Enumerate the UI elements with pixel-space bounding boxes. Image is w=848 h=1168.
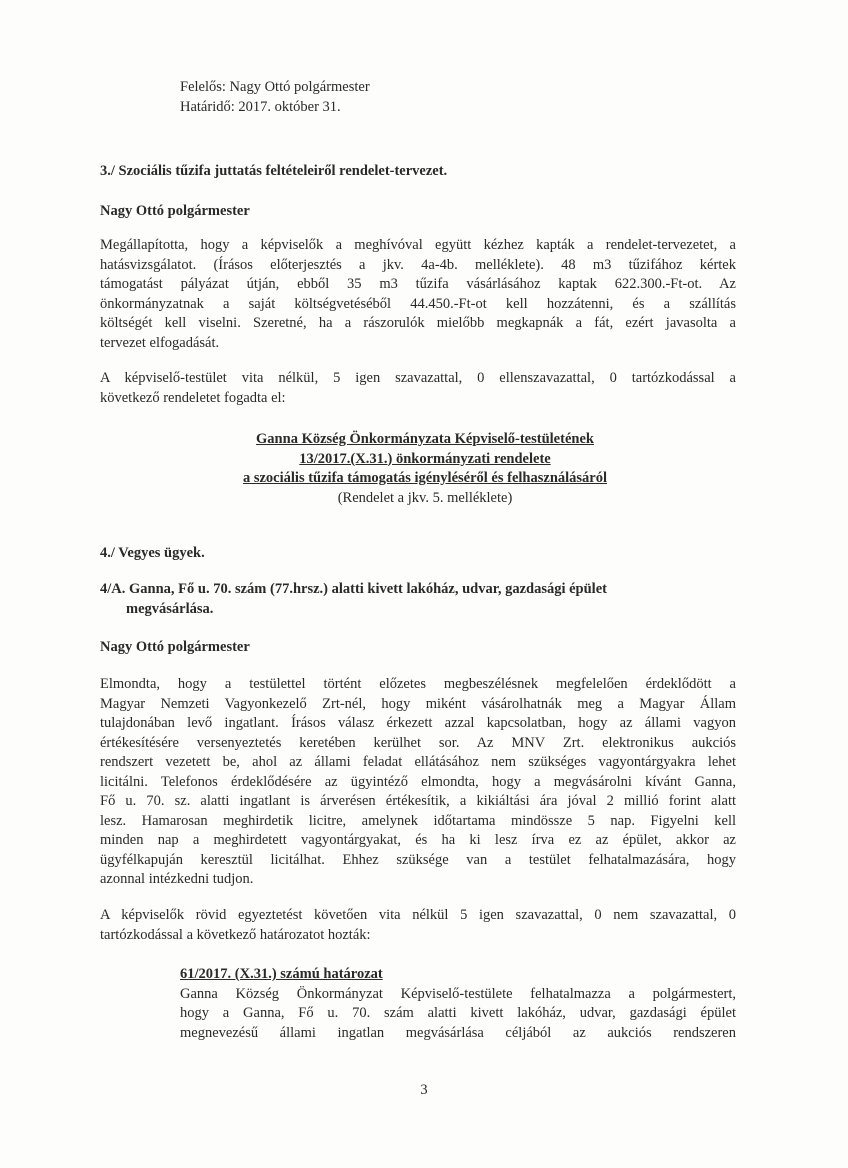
resolution-line: megnevezésű állami ingatlan megvásárlása céljából az aukciós rendszeren — [180, 1024, 736, 1041]
deadline-line: Határidő: 2017. október 31. — [180, 98, 341, 115]
resolution-block — [180, 965, 736, 1043]
decree-annex-note: (Rendelet a jkv. 5. melléklete) — [337, 489, 513, 506]
paragraph-line: támogatást pályázat útján, ebből 35 m3 tűzifa vásárlásához kaptak 622.300.-Ft-ot. Az — [100, 276, 736, 292]
section-4a-heading — [100, 580, 736, 619]
decree-block — [160, 430, 690, 508]
paragraph-line: minden nap a meghirdetett vagyontárgyakat, és ha ki lesz írva ez az épület, akkor az — [100, 832, 736, 848]
paragraph-line: Elmondta, hogy a testülettel történt előzetes megbeszélésnek megfelelően érdeklődött a — [100, 676, 736, 692]
resolution-title: 61/2017. (X.31.) számú határozat — [180, 966, 383, 982]
paragraph-line: értékesítésére versenyeztetés keretében kerülhet sor. Az MNV Zrt. elektronikus aukciós — [100, 734, 736, 751]
paragraph-line: Magyar Nemzeti Vagyonkezelő Zrt-nél, hogy miként vásárolhatnák meg a Magyar Állam — [100, 695, 736, 712]
decree-title-line-3: a szociális tűzifa támogatás igényléséről és felhasználásáról — [242, 470, 608, 486]
responsible-block — [180, 78, 580, 117]
section-4-vote — [100, 906, 736, 945]
section-4-speaker: Nagy Ottó polgármester — [100, 639, 250, 655]
responsible-line: Felelős: Nagy Ottó polgármester — [180, 79, 370, 95]
section-4-heading: 4./ Vegyes ügyek. — [100, 545, 205, 561]
paragraph-line: önkormányzatnak a saját költségvetéséből 44.450.-Ft-ot kell hozzátenni, és a szállítás — [100, 295, 736, 312]
section-3-speaker: Nagy Ottó polgármester — [100, 203, 250, 219]
vote-line: következő rendeletet fogadta el: — [100, 389, 286, 406]
paragraph-line: tulajdonában levő ingatlant. Írásos válasz érkezett azzal kapcsolatban, hogy az állami vagyon — [100, 715, 736, 731]
vote-line: A képviselők rövid egyeztetést követően vita nélkül 5 igen szavazattal, 0 nem szavazattal, 0 — [100, 907, 736, 923]
decree-title-line-2: 13/2017.(X.31.) önkormányzati rendelete — [299, 450, 551, 467]
section-3-heading: 3./ Szociális tűzifa juttatás feltételeiről rendelet-tervezet. — [100, 163, 448, 179]
section-4a-heading-line-1: 4/A. Ganna, Fő u. 70. szám (77.hrsz.) alatti kivett lakóház, udvar, gazdasági épület — [100, 581, 607, 597]
paragraph-line: licitálni. Telefonos érdeklődésére az ügyintéző elmondta, hogy a megvásárolni kívánt Ganna, — [100, 773, 736, 790]
vote-line: tartózkodással a következő határozatot hozták: — [100, 926, 371, 943]
paragraph-line: Fő u. 70. sz. alatti ingatlant is árverésen értékesítik, a kikiáltási ára jóval 2 millió forint alatt — [100, 793, 736, 809]
section-3-vote — [100, 369, 736, 408]
paragraph-line: Megállapította, hogy a képviselők a meghívóval együtt kézhez kapták a rendelet-tervezetet, a — [100, 237, 736, 253]
section-3-paragraph — [100, 236, 736, 353]
paragraph-line: költségét kell viselni. Szeretné, ha a rászorulók mielőbb megkapnák a fát, ezért javasolta a — [100, 315, 736, 331]
resolution-line: hogy a Ganna, Fő u. 70. szám alatti kivett lakóház, udvar, gazdasági épület — [180, 1005, 736, 1021]
page-number: 3 — [420, 1082, 428, 1098]
paragraph-line: tervezet elfogadását. — [100, 334, 220, 351]
paragraph-line: lesz. Hamarosan meghirdetik licitre, amelynek időtartama mindössze 5 nap. Figyelni kell — [100, 812, 736, 829]
resolution-line: Ganna Község Önkormányzat Képviselő-testülete felhatalmazza a polgármestert, — [180, 985, 736, 1002]
section-4a-heading-line-2: megvásárlása. — [126, 600, 214, 617]
paragraph-line: azonnal intézkedni tudjon. — [100, 871, 254, 887]
vote-line: A képviselő-testület vita nélkül, 5 igen szavazattal, 0 ellenszavazattal, 0 tartózkodással a — [100, 370, 736, 386]
paragraph-line: hatásvizsgálatot. (Írásos előterjesztés a jkv. 4a-4b. melléklete). 48 m3 tűzifához kértek — [100, 256, 736, 273]
decree-title-line-1: Ganna Község Önkormányzata Képviselő-testületének — [256, 431, 594, 447]
paragraph-line: ügyfélkapuján keresztül licitálhat. Ehhez szüksége van a testület felhatalmazására, hogy — [100, 851, 736, 868]
section-4-paragraph — [100, 675, 736, 890]
paragraph-line: rendszert vezetett be, ahol az állami feladat ellátásához nem szükséges vagyontárgyakra lehet — [100, 754, 736, 770]
